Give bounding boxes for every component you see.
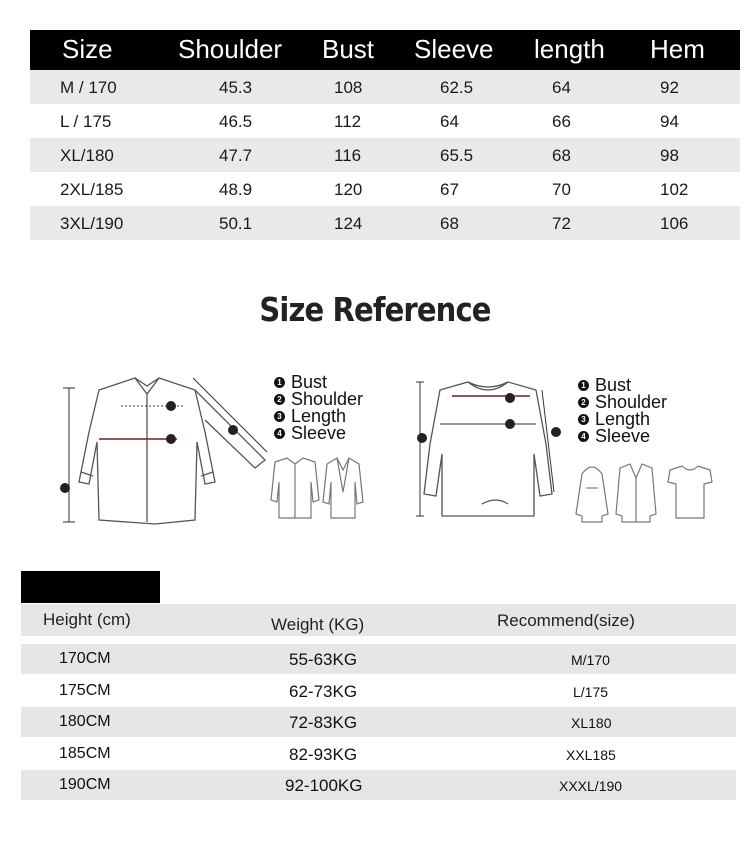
size-table [30, 30, 740, 240]
jacket-thumbnails [265, 452, 365, 524]
legend-label: Shoulder [291, 389, 364, 409]
cell-weight: 82-93KG [289, 745, 358, 764]
header-shoulder: Shoulder [178, 34, 283, 64]
cell-height: 180CM [59, 713, 111, 730]
size-table-header [30, 30, 740, 70]
clothing-thumbnails [574, 458, 714, 524]
cell-size: XL/180 [60, 146, 114, 165]
cell-bust: 112 [334, 112, 362, 131]
sweater-diagram [412, 374, 582, 526]
table-row [21, 676, 736, 706]
marker-3: 3 [274, 411, 285, 422]
size-reference-title: Size Reference [259, 290, 491, 329]
table-row [30, 104, 740, 138]
cell-size: 3XL/190 [60, 214, 124, 233]
cell-shoulder: 50.1 [219, 214, 253, 233]
cell-hem: 106 [660, 214, 689, 233]
cell-sleeve: 67 [440, 180, 459, 199]
header-length: length [534, 34, 605, 64]
cell-bust: 116 [334, 146, 362, 165]
cell-length: 68 [552, 146, 571, 165]
cell-size: M / 170 [60, 78, 117, 97]
legend-item [578, 428, 667, 445]
cell-sleeve: 64 [440, 112, 459, 131]
table-row [30, 138, 740, 172]
cell-height: 190CM [59, 776, 111, 793]
table-row [21, 770, 736, 800]
marker-2: 2 [578, 397, 589, 408]
height-table-header [21, 604, 736, 636]
cell-shoulder: 46.5 [219, 112, 253, 131]
cell-length: 70 [552, 180, 571, 199]
marker-4: 4 [274, 428, 285, 439]
cell-recommend: XL180 [571, 715, 612, 731]
header-size: Size [62, 34, 113, 64]
cell-recommend: M/170 [571, 652, 610, 668]
cell-shoulder: 48.9 [219, 180, 253, 199]
cell-height: 185CM [59, 745, 111, 762]
header-hem: Hem [650, 34, 705, 64]
marker-2: 2 [274, 394, 285, 405]
marker-1: 1 [274, 377, 285, 388]
cell-bust: 120 [334, 180, 363, 199]
legend-label: Bust [595, 375, 632, 395]
cell-bust: 124 [334, 214, 363, 233]
table-row [21, 644, 736, 674]
legend-label: Sleeve [291, 423, 347, 443]
header-height: Height (cm) [43, 610, 131, 629]
marker-1: 1 [578, 380, 589, 391]
cell-height: 170CM [59, 650, 111, 667]
cell-sleeve: 68 [440, 214, 459, 233]
cell-length: 66 [552, 112, 571, 131]
cell-sleeve: 62.5 [440, 78, 474, 97]
cell-hem: 102 [660, 180, 689, 199]
cell-size: L / 175 [60, 112, 112, 131]
legend-item [274, 425, 363, 442]
cell-length: 64 [552, 78, 571, 97]
cell-hem: 98 [660, 146, 679, 165]
cell-recommend: XXXL/190 [559, 778, 623, 794]
legend-label: Sleeve [595, 426, 651, 446]
cell-weight: 72-83KG [289, 713, 358, 732]
shirt-diagram [55, 372, 275, 532]
table-row [30, 70, 740, 104]
cell-weight: 55-63KG [289, 650, 358, 669]
height-table-tab [21, 571, 160, 603]
header-sleeve: Sleeve [414, 34, 494, 64]
legend-label: Length [291, 406, 347, 426]
marker-4: 4 [578, 431, 589, 442]
cell-recommend: L/175 [573, 684, 609, 700]
cell-weight: 92-100KG [285, 776, 363, 795]
header-weight: Weight (KG) [271, 615, 365, 634]
table-row [21, 707, 736, 737]
header-recommend: Recommend(size) [497, 611, 635, 630]
header-bust: Bust [322, 34, 375, 64]
left-legend [274, 374, 363, 442]
legend-label: Length [595, 409, 651, 429]
cell-sleeve: 65.5 [440, 146, 474, 165]
cell-height: 175CM [59, 682, 111, 699]
cell-shoulder: 47.7 [219, 146, 253, 165]
cell-weight: 62-73KG [289, 682, 358, 701]
marker-3: 3 [578, 414, 589, 425]
cell-recommend: XXL185 [566, 747, 616, 763]
cell-hem: 92 [660, 78, 679, 97]
table-row [30, 172, 740, 206]
table-row [30, 206, 740, 240]
cell-shoulder: 45.3 [219, 78, 253, 97]
cell-hem: 94 [660, 112, 679, 131]
table-row [21, 739, 736, 769]
cell-size: 2XL/185 [60, 180, 124, 199]
cell-bust: 108 [334, 78, 363, 97]
legend-label: Shoulder [595, 392, 668, 412]
right-legend [578, 377, 667, 445]
cell-length: 72 [552, 214, 571, 233]
legend-label: Bust [291, 372, 328, 392]
